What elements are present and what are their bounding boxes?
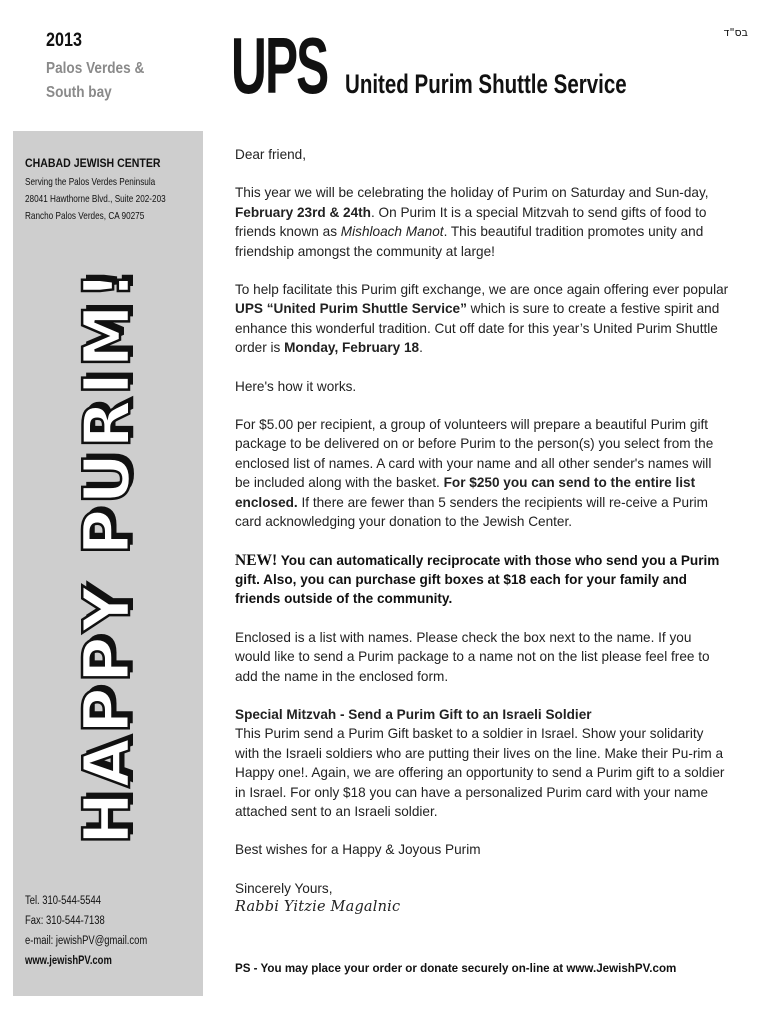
address-line-1: 28041 Hawthorne Blvd., Suite 202-203 [25,193,166,205]
fax-line: Fax: 310-544-7138 [25,915,105,927]
closing: Sincerely Yours, [235,880,333,896]
hebrew-tag: בס"ד [723,26,748,39]
letter-body [235,145,730,918]
ups-logo: UPS [231,21,328,110]
paragraph-wishes: Best wishes for a Happy & Joyous Purim [235,842,481,858]
paragraph-enclosed: Enclosed is a list with names. Please check the box next to the name. If you would like to send a Purim package to a name not on the list please feel free to add the name in the enclosed form. [235,629,710,684]
region-line-1: Palos Verdes & [46,60,145,77]
website-link[interactable]: www.jewishPV.com [25,955,112,967]
address-line-2: Rancho Palos Verdes, CA 90275 [25,210,145,222]
ups-subtitle: United Purim Shuttle Service [345,69,627,99]
banner-area [13,131,203,996]
postscript: PS - You may place your order or donate securely on-line at www.JewishPV.com [235,962,677,975]
paragraph-new: NEW! You can automatically reciprocate with those who send you a Purim gift. Also, you can purchase gift boxes at $18 each for your family and friends outside of the community. [235,551,720,607]
paragraph-ups: To help facilitate this Purim gift exchange, we are once again offering ever popular UPS “United Purim Shuttle Service” which is sure to create a festive spirit and enhance this wonderful tradition. Cut off date for this year’s United Purim Shuttle order is Monday, February 18. [235,282,729,356]
sidebar [13,131,203,996]
org-name: CHABAD JEWISH CENTER [25,156,161,170]
paragraph-pricing: For $5.00 per recipient, a group of volunteers will prepare a beautiful Purim gift package to be delivered on or before Purim to the person(s) you select from the enclosed list of names. A card with your name and all other sender's names will be included along with the basket. For $250 you can send to the entire list enclosed. If there are fewer than 5 senders the recipients will re-ceive a Purim card acknowledging your donation to the Jewish Center. [235,417,714,530]
region-label [46,57,144,105]
paragraph-intro: This year we will be celebrating the holiday of Purim on Saturday and Sun-day, February 23rd & 24th. On Purim It is a special Mitzvah to send gifts of food to friends known as Mishloach Manot. This beautiful tradition promotes unity and friendship amongst the community at large! [235,185,709,259]
org-tagline: Serving the Palos Verdes Peninsula [25,176,156,188]
salutation: Dear friend, [235,147,307,162]
region-line-2: South bay [46,84,112,101]
email-line[interactable]: e-mail: jewishPV@gmail.com [25,935,148,947]
year-label: 2013 [46,30,82,51]
new-tag: NEW! [235,551,278,569]
tel-line: Tel. 310-544-5544 [25,895,102,907]
paragraph-how: Here's how it works. [235,378,357,394]
happy-purim-banner: HAPPY PURIM! [71,266,145,846]
signature: Rabbi Yitzie Magalnic [235,899,401,916]
paragraph-soldier: This Purim send a Purim Gift basket to a soldier in Israel. Show your solidarity with the Israeli soldiers who are putting their lives on the line. Make their Pu-rim a Happy one!. Again, we are offering an opportunity to send a Purim gift to a soldier in Israel. For only $18 you can have a personalized Purim card with your name attached sent to an Israeli soldier. [235,726,725,819]
soldier-heading: Special Mitzvah - Send a Purim Gift to an Israeli Soldier [235,706,592,722]
